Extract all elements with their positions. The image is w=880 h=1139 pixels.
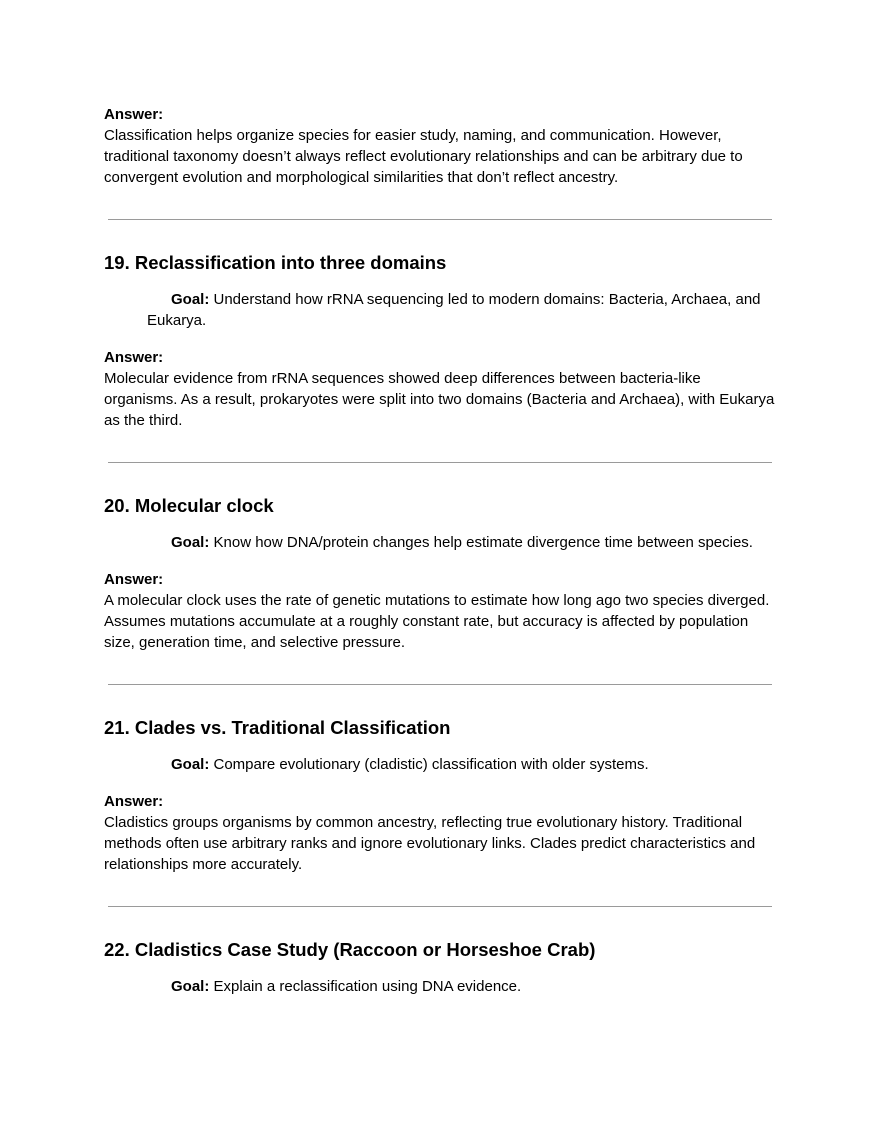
section-20	[104, 494, 776, 653]
answer-label: Answer:	[104, 349, 164, 366]
section-title: 19. Reclassification into three domains	[104, 252, 447, 273]
goal-description: Know how DNA/protein changes help estimate divergence time between species.	[209, 534, 753, 551]
goal-text	[147, 754, 776, 775]
section-divider	[108, 906, 772, 907]
goal-label: Goal:	[171, 756, 210, 773]
section-19	[104, 251, 776, 431]
section-title: 22. Cladistics Case Study (Raccoon or Horseshoe Crab)	[104, 939, 596, 960]
section-divider	[108, 684, 772, 685]
goal-label: Goal:	[171, 291, 210, 308]
goal-label: Goal:	[171, 534, 210, 551]
answer-text: A molecular clock uses the rate of genetic mutations to estimate how long ago two species diverged. Assumes mutations accumulate at a roughly constant rate, but accuracy is affected by population size, generation time, and selective pressure.	[104, 592, 770, 651]
section-title: 20. Molecular clock	[104, 495, 274, 516]
goal-description: Compare evolutionary (cladistic) classification with older systems.	[209, 756, 649, 773]
goal-text	[147, 289, 776, 331]
goal-label: Goal:	[171, 978, 210, 995]
goal-description: Explain a reclassification using DNA evidence.	[209, 978, 522, 995]
answer-label: Answer:	[104, 106, 164, 123]
section-22	[104, 938, 776, 997]
section-divider	[108, 462, 772, 463]
answer-label: Answer:	[104, 571, 164, 588]
document-page	[104, 104, 776, 1013]
goal-text	[147, 532, 776, 553]
section-21	[104, 716, 776, 875]
answer-label: Answer:	[104, 793, 164, 810]
answer-text: Cladistics groups organisms by common ancestry, reflecting true evolutionary history. Traditional methods often use arbitrary ranks and ignore evolutionary links. Clades predict characteristics and relationships more accurately.	[104, 814, 756, 873]
goal-description: Understand how rRNA sequencing led to modern domains: Bacteria, Archaea, and Eukarya.	[147, 291, 761, 329]
answer-text: Molecular evidence from rRNA sequences showed deep differences between bacteria-like organisms. As a result, prokaryotes were split into two domains (Bacteria and Archaea), with Eukarya as the third.	[104, 370, 775, 429]
section-divider	[108, 219, 772, 220]
goal-text	[147, 976, 776, 997]
section-title: 21. Clades vs. Traditional Classification	[104, 717, 451, 738]
answer-text: Classification helps organize species for easier study, naming, and communication. However, traditional taxonomy doesn’t always reflect evolutionary relationships and can be arbitrary due to convergent evolution and morphological similarities that don’t reflect ancestry.	[104, 127, 743, 186]
